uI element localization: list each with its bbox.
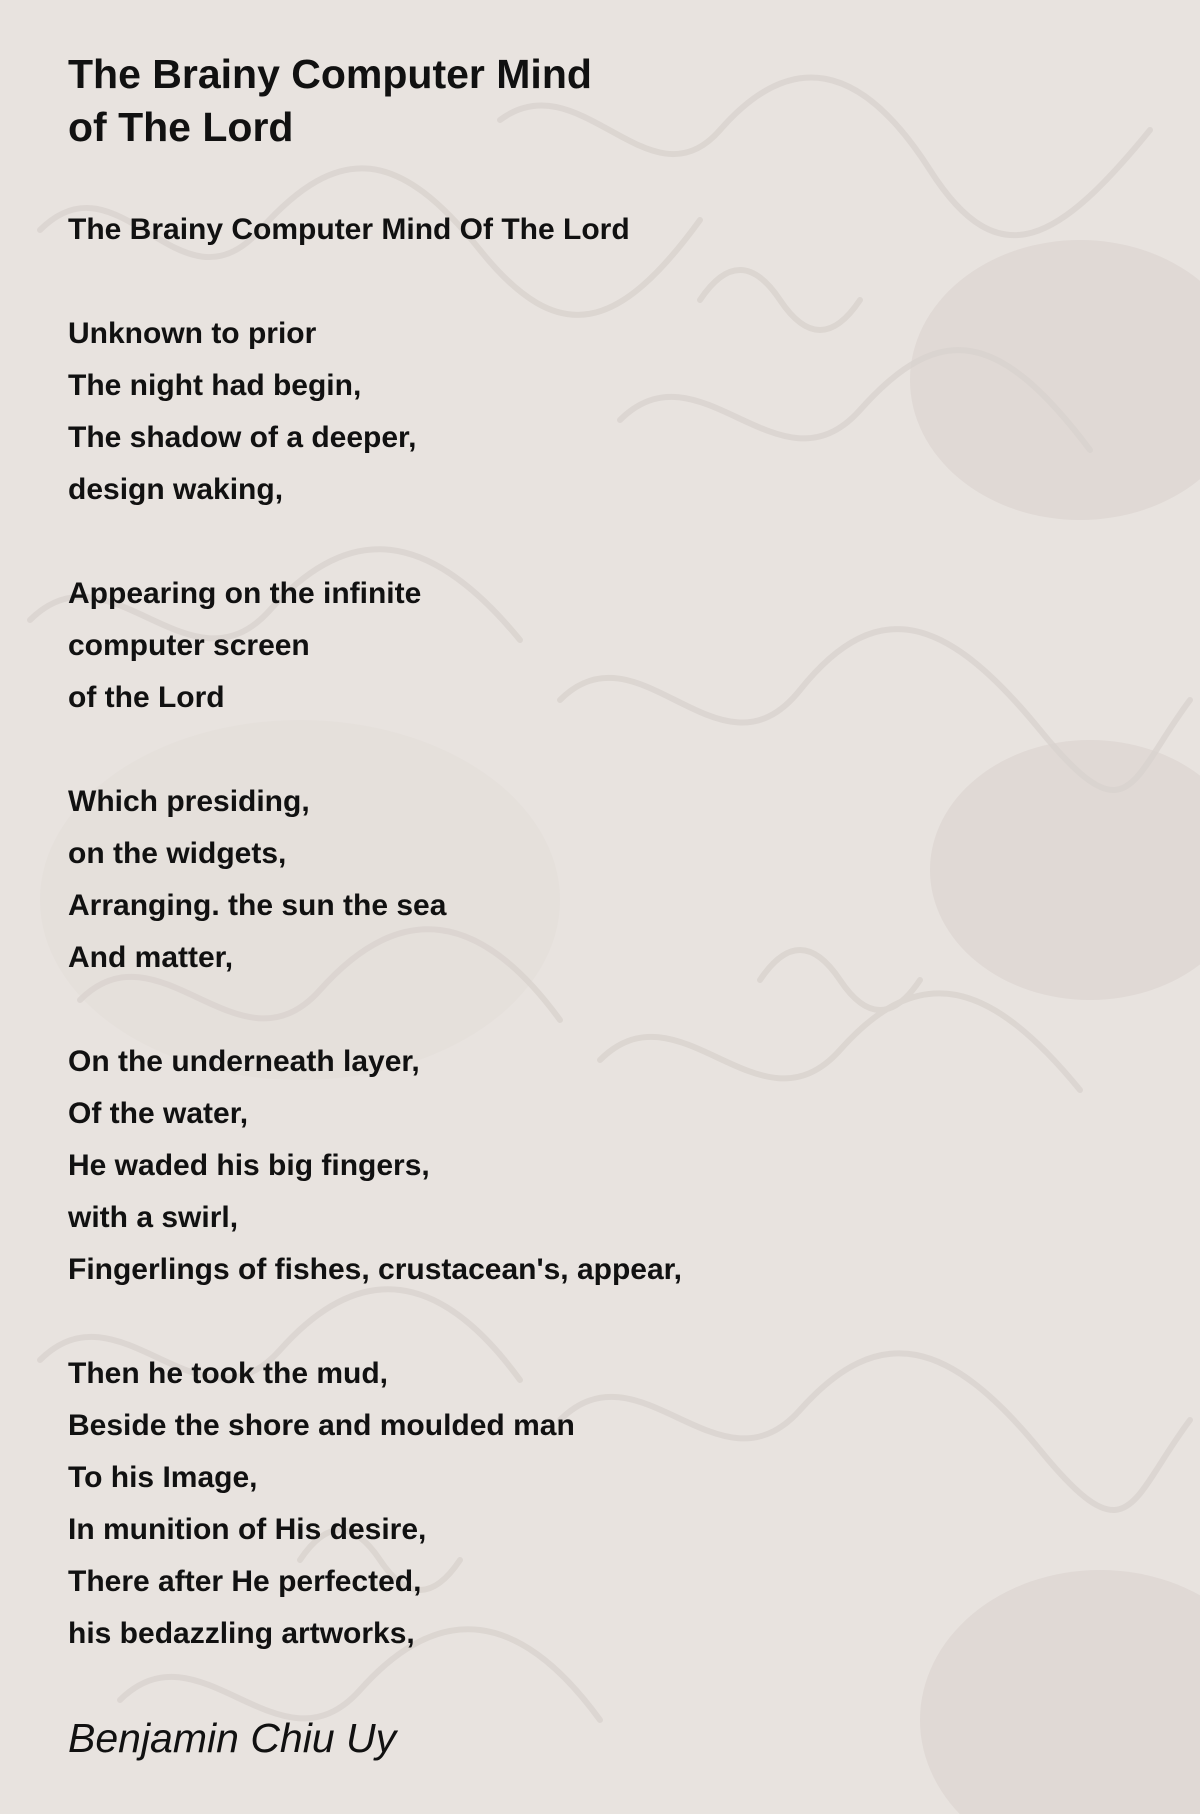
stanza [68,308,1148,516]
poem-line: Which presiding, [68,785,310,818]
poem-line: with a swirl, [68,1201,239,1234]
poem-line: To his Image, [68,1461,258,1494]
poem-title [68,48,1148,154]
poem-line: On the underneath layer, [68,1045,420,1078]
poem-line: Of the water, [68,1097,249,1130]
poem-line: He waded his big fingers, [68,1149,430,1182]
poem-line: There after He perfected, [68,1565,422,1598]
poem-title-line: The Brainy Computer Mind [68,51,592,97]
poem-line: Unknown to prior [68,317,317,350]
poem-line: Beside the shore and moulded man [68,1409,575,1442]
poem-body [68,308,1148,1660]
poem-container [68,48,1148,1764]
poem-subtitle: The Brainy Computer Mind Of The Lord [68,213,630,246]
poem-line: The shadow of a deeper, [68,421,417,454]
poem-line: The night had begin, [68,369,362,402]
poem-line: on the widgets, [68,837,287,870]
poem-line: In munition of His desire, [68,1513,427,1546]
poem-line: Fingerlings of fishes, crustacean's, appear, [68,1253,683,1286]
poem-line: computer screen [68,629,310,662]
stanza [68,1036,1148,1296]
poem-line: Arranging. the sun the sea [68,889,447,922]
poem-line: his bedazzling artworks, [68,1617,415,1650]
stanza [68,1348,1148,1660]
stanza [68,776,1148,984]
poem-line: of the Lord [68,681,225,714]
stanza [68,568,1148,724]
poem-line: Then he took the mud, [68,1357,388,1390]
poem-line: design waking, [68,473,284,506]
poem-line: And matter, [68,941,234,974]
poem-title-line: of The Lord [68,104,294,150]
poem-author: Benjamin Chiu Uy [68,1715,397,1761]
poem-line: Appearing on the infinite [68,577,422,610]
